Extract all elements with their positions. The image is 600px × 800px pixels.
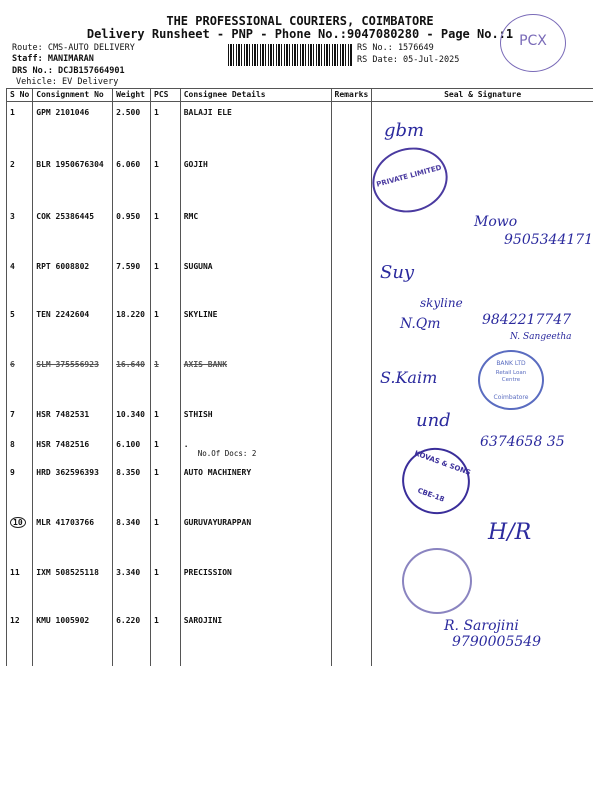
cell-sno: 4: [7, 256, 33, 304]
cell-pcs: 1: [151, 610, 181, 666]
table-row: [7, 256, 594, 304]
cell-weight: 7.590: [113, 256, 151, 304]
cell-details: PRECISSION: [180, 562, 331, 610]
cell-consignment: KMU 1005902: [33, 610, 113, 666]
cell-sno: [7, 512, 33, 562]
cell-pcs: 1: [151, 354, 181, 404]
col-signature: Seal & Signature: [372, 89, 593, 102]
cell-remarks: [331, 304, 372, 354]
cell-remarks: [331, 404, 372, 434]
cell-remarks: [331, 562, 372, 610]
faded-seal-stamp: [402, 548, 472, 614]
cell-weight: 6.060: [113, 154, 151, 206]
cell-weight: 8.350: [113, 462, 151, 512]
signature-row1: gbm: [384, 120, 425, 141]
col-sno: S No: [7, 89, 33, 102]
stamp-text: KOVAS & SONS: [413, 449, 472, 478]
cell-remarks: [331, 256, 372, 304]
cell-details: SAROJINI: [180, 610, 331, 666]
cell-weight: 6.220: [113, 610, 151, 666]
cell-remarks: [331, 462, 372, 512]
signature-row4: Suy: [380, 262, 415, 283]
cell-pcs: 1: [151, 206, 181, 256]
cell-consignment: HSR 7482531: [33, 404, 113, 434]
cell-consignment: COK 25386445: [33, 206, 113, 256]
details-text: .: [183, 439, 189, 449]
table-row: [7, 562, 594, 610]
route-label: Route: CMS-AUTO DELIVERY: [12, 43, 135, 53]
cell-signature: [372, 404, 593, 434]
staff-label: Staff: MANIMARAN: [12, 54, 94, 64]
cell-pcs: 1: [151, 512, 181, 562]
cell-weight: 2.500: [113, 102, 151, 154]
signature-row10: H/R: [488, 520, 532, 545]
cell-remarks: [331, 102, 372, 154]
col-remarks: Remarks: [331, 89, 372, 102]
cell-consignment: MLR 41703766: [33, 512, 113, 562]
pcx-stamp: [500, 14, 566, 72]
cell-consignment: HSR 7482516: [33, 434, 113, 462]
cell-remarks: [331, 206, 372, 256]
cell-remarks: [331, 434, 372, 462]
cell-pcs: 1: [151, 434, 181, 462]
cell-pcs: 1: [151, 256, 181, 304]
cell-remarks: [331, 512, 372, 562]
stamp-city: Coimbatore: [493, 394, 529, 401]
bank-seal-stamp: [478, 350, 544, 410]
cell-consignment: HRD 362596393: [33, 462, 113, 512]
cell-consignment: SLM 375556923: [33, 354, 113, 404]
cell-consignment: IXM 508525118: [33, 562, 113, 610]
table-row: [7, 154, 594, 206]
cell-remarks: [331, 610, 372, 666]
col-weight: Weight: [113, 89, 151, 102]
table-row: [7, 304, 594, 354]
handwritten-name-row5: N. Sangeetha: [510, 332, 572, 342]
cell-sno: 3: [7, 206, 33, 256]
signature-row6: S.Kaim: [380, 368, 438, 387]
cell-weight: 16.640: [113, 354, 151, 404]
cell-sno: 12: [7, 610, 33, 666]
handwritten-phone-row8: 6374658 35: [480, 434, 565, 450]
table-row: [7, 206, 594, 256]
stamp-subtext: Retail Loan Centre: [495, 370, 527, 383]
cell-sno: 8: [7, 434, 33, 462]
cell-details: AXIS BANK: [180, 354, 331, 404]
col-pcs: PCS: [151, 89, 181, 102]
handwritten-name-row12: R. Sarojini: [444, 618, 519, 634]
cell-pcs: 1: [151, 462, 181, 512]
cell-weight: 3.340: [113, 562, 151, 610]
cell-details: STHISH: [180, 404, 331, 434]
cell-sno: 5: [7, 304, 33, 354]
barcode: [228, 44, 352, 66]
handwritten-name-row3: Mowo: [474, 214, 518, 230]
cell-pcs: 1: [151, 404, 181, 434]
cell-sno: 7: [7, 404, 33, 434]
cell-weight: 8.340: [113, 512, 151, 562]
rs-number: RS No.: 1576649: [357, 43, 434, 53]
cell-pcs: 1: [151, 102, 181, 154]
cell-sno: 9: [7, 462, 33, 512]
cell-weight: 0.950: [113, 206, 151, 256]
cell-remarks: [331, 354, 372, 404]
cell-pcs: 1: [151, 562, 181, 610]
cell-signature: [372, 512, 593, 562]
cell-consignment: BLR 1950676304: [33, 154, 113, 206]
col-consignment: Consignment No: [33, 89, 113, 102]
company-title: THE PROFESSIONAL COURIERS, COIMBATORE: [166, 14, 434, 28]
cell-signature: [372, 206, 593, 256]
cell-details: AUTO MACHINERY: [180, 462, 331, 512]
cell-details: SKYLINE: [180, 304, 331, 354]
cell-consignment: GPM 2101046: [33, 102, 113, 154]
table-row: [7, 462, 594, 512]
table-header-row: [7, 89, 594, 102]
cell-sno: 6: [7, 354, 33, 404]
vehicle-label: Vehicle: EV Delivery: [16, 77, 119, 87]
col-details: Consignee Details: [180, 89, 331, 102]
cell-pcs: 1: [151, 304, 181, 354]
cell-details: GURUVAYURAPPAN: [180, 512, 331, 562]
cell-weight: 10.340: [113, 404, 151, 434]
cell-details: RMC: [180, 206, 331, 256]
handwritten-phone-row12: 9790005549: [452, 634, 542, 650]
cell-pcs: 1: [151, 154, 181, 206]
table-row: [7, 102, 594, 154]
cell-details: SUGUNA: [180, 256, 331, 304]
handwritten-row5-line1: skyline: [420, 296, 463, 310]
cell-weight: 18.220: [113, 304, 151, 354]
runsheet-title: Delivery Runsheet - PNP - Phone No.:9047080280 - Page No.:1: [86, 27, 514, 41]
stamp-city: CBE-18: [416, 486, 446, 504]
signature-row8: und: [416, 410, 451, 431]
pcx-stamp-text: PCX: [519, 33, 547, 49]
handwritten-phone-row3: 9505344171: [504, 232, 594, 248]
circled-sno: 10: [10, 517, 26, 528]
cell-consignment: TEN 2242604: [33, 304, 113, 354]
stamp-text: BANK LTD: [496, 360, 526, 367]
cell-remarks: [331, 154, 372, 206]
cell-details: GOJIH: [180, 154, 331, 206]
handwritten-phone-row5: 9842217747: [482, 312, 572, 328]
cell-sno: 2: [7, 154, 33, 206]
drs-number: DRS No.: DCJB157664901: [12, 66, 125, 76]
docs-note: No.Of Docs: 2: [197, 448, 257, 458]
cell-sno: 11: [7, 562, 33, 610]
cell-details: [180, 434, 331, 462]
cell-weight: 6.100: [113, 434, 151, 462]
cell-consignment: RPT 6008802: [33, 256, 113, 304]
stamp-text: PRIVATE LIMITED: [375, 163, 443, 189]
cell-sno: 1: [7, 102, 33, 154]
handwritten-row5-line2: N.Qm: [400, 316, 441, 332]
cell-details: BALAJI ELE: [180, 102, 331, 154]
rs-date: RS Date: 05-Jul-2025: [357, 55, 460, 65]
